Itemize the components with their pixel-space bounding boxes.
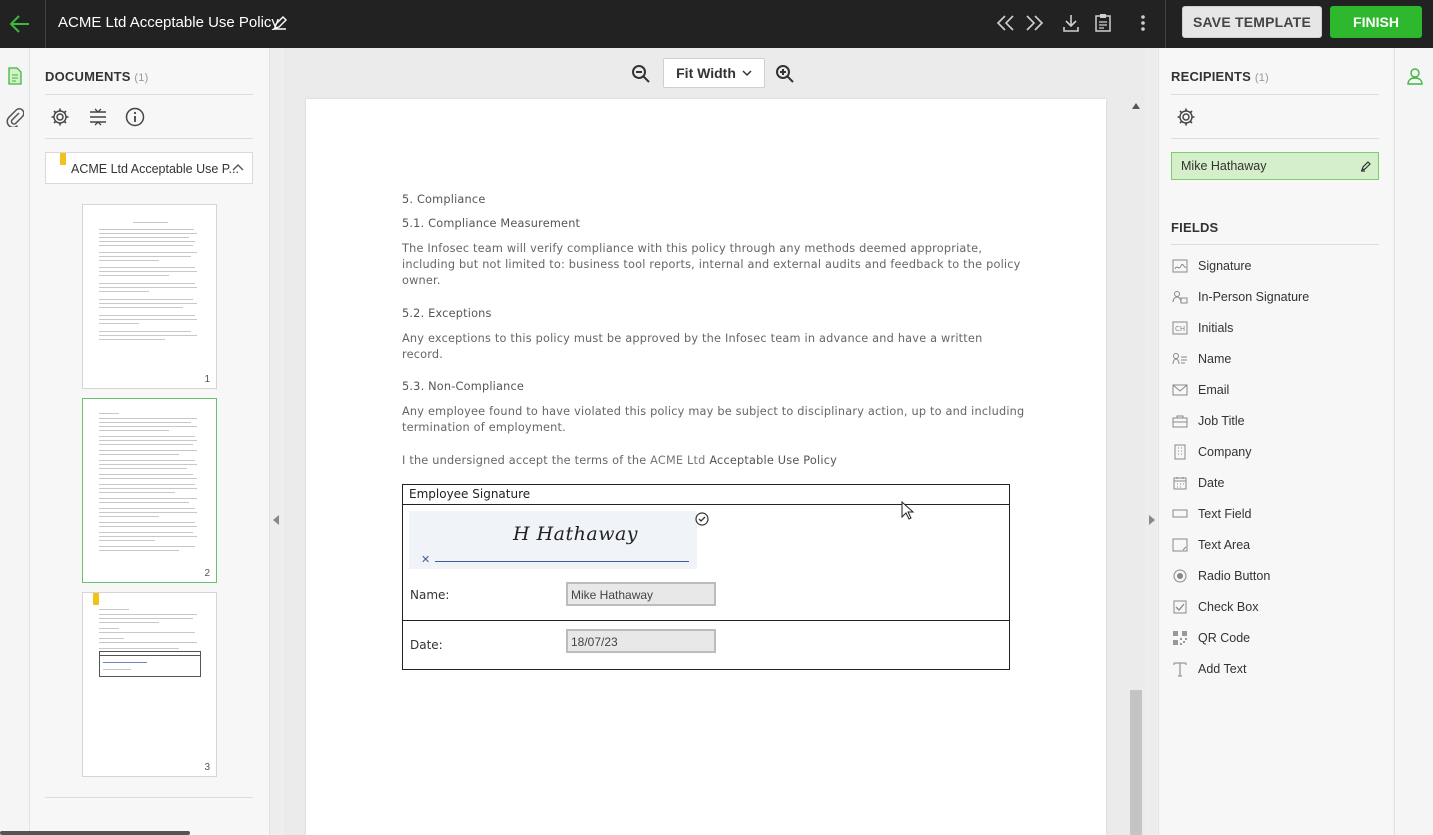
save-template-button[interactable]: SAVE TEMPLATE	[1182, 6, 1322, 38]
zoom-in-icon[interactable]	[774, 63, 796, 85]
field-label: Add Text	[1198, 662, 1247, 676]
signature-image-text: H Hathaway	[513, 523, 639, 545]
check-box-icon	[1171, 599, 1188, 616]
bookmark-icon	[60, 153, 66, 165]
merge-fields-icon[interactable]	[87, 106, 109, 128]
last-page-icon[interactable]	[1022, 12, 1046, 34]
zoom-select[interactable]	[663, 58, 765, 88]
field-label: Name	[1198, 352, 1232, 366]
field-label: Check Box	[1198, 600, 1259, 614]
download-icon[interactable]	[1060, 11, 1082, 35]
page-number: 3	[204, 762, 210, 773]
document-title: ACME Ltd Acceptable Use Policy	[58, 14, 279, 31]
company-icon	[1171, 444, 1188, 461]
subsection-heading: 5.3. Non-Compliance	[402, 380, 525, 393]
recipients-heading: RECIPIENTS (1)	[1171, 69, 1269, 84]
zoom-out-icon[interactable]	[630, 63, 652, 85]
in-person-signature-icon	[1171, 289, 1188, 306]
paragraph-line: Any exceptions to this policy must be approved by the Infosec team in advance and have a written	[402, 332, 983, 345]
field-company[interactable]	[1171, 441, 1381, 463]
acceptance-statement: I the undersigned accept the terms of the ACME Ltd Acceptable Use Policy	[402, 454, 837, 467]
scroll-thumb[interactable]	[1130, 690, 1142, 835]
field-label: Job Title	[1198, 414, 1245, 428]
paragraph-line: including but not limited to: business tool reports, internal and external audits and feedback to the policy	[402, 258, 1021, 271]
field-label: Radio Button	[1198, 569, 1271, 583]
field-label: In-Person Signature	[1198, 290, 1310, 304]
signature-icon	[1171, 258, 1188, 275]
right-rail	[1394, 48, 1433, 835]
documents-heading: DOCUMENTS (1)	[45, 69, 149, 84]
recipients-tab-user-icon[interactable]	[1405, 66, 1425, 86]
field-signature[interactable]	[1171, 255, 1381, 277]
zoom-label: Fit Width	[676, 65, 736, 81]
date-field[interactable]: 18/07/23	[566, 629, 716, 653]
paragraph-line: record.	[402, 348, 444, 361]
recipient-item[interactable]	[1171, 152, 1379, 180]
name-icon	[1171, 351, 1188, 368]
finish-button[interactable]: FINISH	[1330, 6, 1422, 38]
paragraph-line: termination of employment.	[402, 421, 566, 434]
field-label: Date	[1198, 476, 1225, 490]
scroll-up-arrow-icon[interactable]	[1132, 103, 1140, 109]
info-icon[interactable]	[124, 106, 146, 128]
paragraph-line: Any employee found to have violated this policy may be subject to disciplinary action, up to and including	[402, 405, 1025, 418]
vertical-scrollbar[interactable]	[1129, 99, 1143, 835]
signature-table	[402, 484, 1010, 670]
document-selector-label: ACME Ltd Acceptable Use P...	[71, 162, 239, 176]
recipients-panel	[1158, 48, 1393, 835]
svg-text:CH: CH	[1174, 325, 1185, 333]
field-radio-button[interactable]	[1171, 565, 1381, 587]
field-label: Text Field	[1198, 507, 1252, 521]
field-label: Initials	[1198, 321, 1234, 335]
field-in-person-signature[interactable]	[1171, 286, 1381, 308]
email-icon	[1171, 382, 1188, 399]
bottom-progress-bar	[0, 831, 190, 835]
section-heading: 5. Compliance	[402, 193, 486, 206]
documents-panel	[30, 48, 270, 835]
field-check-box[interactable]	[1171, 596, 1381, 618]
field-label: Text Area	[1198, 538, 1251, 552]
name-field[interactable]: Mike Hathaway	[566, 582, 716, 606]
initials-icon	[1171, 320, 1188, 337]
subsection-heading: 5.2. Exceptions	[402, 307, 492, 320]
document-viewer	[283, 48, 1145, 835]
back-arrow-icon[interactable]	[8, 12, 32, 36]
more-options-icon[interactable]	[1134, 12, 1152, 34]
date-icon	[1171, 475, 1188, 492]
left-rail	[0, 48, 30, 835]
settings-gear-icon[interactable]	[49, 106, 71, 128]
field-add-text[interactable]	[1171, 658, 1381, 680]
page-thumbnail[interactable]	[82, 204, 217, 389]
name-label: Name:	[410, 588, 450, 602]
add-text-icon	[1171, 661, 1188, 678]
sign-here-x-icon: ✕	[421, 554, 431, 566]
fields-heading: FIELDS	[1171, 220, 1219, 235]
mouse-cursor-icon	[901, 501, 915, 521]
signature-field[interactable]	[409, 511, 697, 569]
field-initials[interactable]	[1171, 317, 1381, 339]
document-selector[interactable]	[45, 152, 253, 184]
page-thumbnail-selected[interactable]	[82, 398, 217, 583]
field-label: Email	[1198, 383, 1230, 397]
collapse-right-arrow-icon[interactable]	[1149, 515, 1155, 525]
pen-icon[interactable]	[1360, 160, 1372, 172]
first-page-icon[interactable]	[994, 12, 1018, 34]
paragraph-line: owner.	[402, 274, 441, 287]
radio-button-icon	[1171, 568, 1188, 585]
recipient-name: Mike Hathaway	[1181, 159, 1267, 173]
field-text-area[interactable]	[1171, 534, 1381, 556]
text-area-icon	[1171, 537, 1188, 554]
page-number: 2	[204, 568, 210, 579]
text-field-icon	[1171, 506, 1188, 523]
subsection-heading: 5.1. Compliance Measurement	[402, 217, 581, 230]
field-qr-code[interactable]	[1171, 627, 1381, 649]
qr-code-icon	[1171, 630, 1188, 647]
chevron-up-icon[interactable]	[232, 163, 244, 171]
edit-title-icon[interactable]	[271, 14, 289, 32]
field-email[interactable]	[1171, 379, 1381, 401]
collapse-left-arrow-icon[interactable]	[273, 515, 279, 525]
paragraph-line: The Infosec team will verify compliance with this policy through any methods deemed appropriate,	[402, 242, 983, 255]
recipient-settings-gear-icon[interactable]	[1175, 106, 1197, 128]
clipboard-icon[interactable]	[1092, 11, 1114, 35]
page-number: 1	[204, 374, 210, 385]
field-text-field[interactable]	[1171, 503, 1381, 525]
field-date[interactable]	[1171, 472, 1381, 494]
collapse-right-panel[interactable]	[1145, 48, 1157, 835]
top-bar	[0, 0, 1433, 48]
signed-check-icon	[695, 512, 709, 526]
field-job-title[interactable]	[1171, 410, 1381, 432]
signature-heading: Employee Signature	[403, 485, 1009, 505]
document-page	[306, 99, 1106, 835]
field-label: QR Code	[1198, 631, 1251, 645]
documents-tab-icon[interactable]	[5, 66, 25, 86]
field-name[interactable]	[1171, 348, 1381, 370]
date-label: Date:	[410, 638, 443, 652]
field-label: Signature	[1198, 259, 1252, 273]
page-thumbnail[interactable]	[82, 592, 217, 777]
job-title-icon	[1171, 413, 1188, 430]
collapse-left-panel[interactable]	[270, 48, 282, 835]
field-label: Company	[1198, 445, 1252, 459]
attachment-icon[interactable]	[5, 106, 25, 128]
chevron-down-icon	[742, 70, 752, 77]
